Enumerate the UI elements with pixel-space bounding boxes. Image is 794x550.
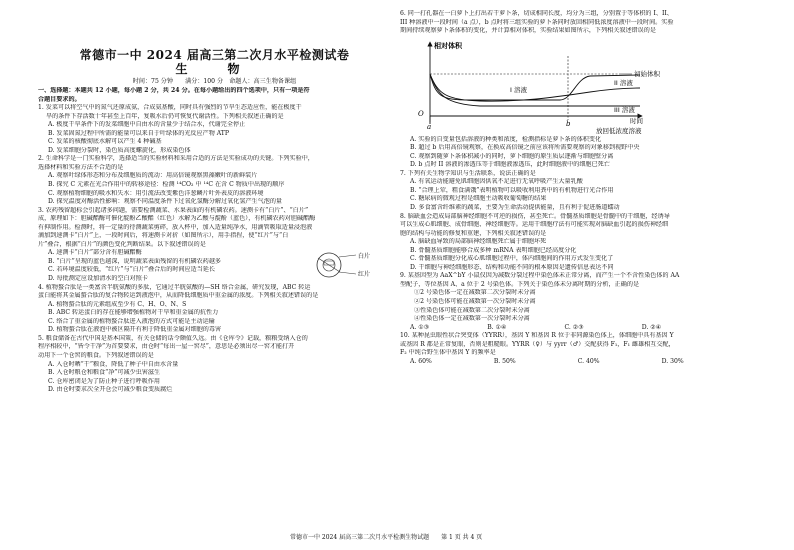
page-footer: 常德市一中 2024 届高三第二次月水平检测生物试题 第 1 页 共 4 页: [290, 534, 483, 541]
question-1: [38, 104, 391, 155]
option-d: D. 多食富含纤维素的蔬菜，主要为生命活动提供能量，且有利于促进肠道蠕动: [410, 204, 620, 212]
option-c: C. 仓库密闭是为了防止种子进行呼吸作用: [48, 377, 160, 385]
statement-item: ③性染色体可能在减数第二次分裂时未分离: [414, 306, 530, 314]
option-b: B. 超过 b 后用高倍镜观察，在换成高倍镜之前应该将所需要观察的对象移到视野中央: [410, 144, 640, 152]
option-b: B. 入仓时粮仓和粮食“净”可减少虫害滋生: [48, 369, 161, 377]
test-card-figure: [306, 248, 386, 280]
option-b: B. “合理上荤，粗食满饿”表明植物可以吸收利用粪中的有机物进行光合作用: [410, 186, 614, 194]
option-d: D. 探究温度对酶活性影响：观察不同温度条件下过氧化氢酶分解过氧化氢产生气泡的量: [48, 198, 283, 206]
question-stem: 期间持续观察萝卜条体积的变化，并计算相对体积，实验结果如图所示，下列相关叙述错误的是: [400, 27, 656, 35]
question-7: [400, 170, 762, 213]
question-stem: 旱的条件下存活数十年甚至上百年，复吸水后仍可恢复代谢活性。下列相关叙述正确的是: [46, 112, 284, 120]
statement-item: ④性染色体一定在减数第一次分裂时未分离: [414, 315, 530, 323]
exam-title: 常德市一中 2024 届高三第二次月水平检测试卷: [79, 48, 350, 62]
left-column: [38, 10, 391, 395]
option-a: A. 速测卡“白片”部分含有胆碱酯酶: [48, 249, 142, 257]
question-stem: F₂ 中纯合野生体中基因 Y 的频率是: [400, 349, 496, 357]
option-b: B. “白片”呈现的蓝色越深，说明蔬菜表面残留的有机磷农药越多: [48, 257, 222, 265]
question-stem: 4. 植物螯合肽是一类富含半胱氨酸的多肽，它通过半胱氨酸的—SH 络合金属，研究发现，ABC 转运: [38, 283, 311, 291]
solution-1-curve: [430, 74, 640, 100]
question-stem: 胞的结构与功能的修复和重建，下列相关叙述错误的是: [400, 229, 547, 237]
question-stem: 8. 脑缺血会造成局部脑神经细胞不可逆的损伤，甚至死亡。骨髓基质细胞是骨髓中的干细胞，经诱导: [400, 212, 670, 220]
question-stem: 9. 某基因型为 AaX^bY 小鼠仅因为减数分裂过程中染色体未正常分离，而产生一个不含性染色体的 AA: [400, 272, 680, 280]
question-stem: 10. 某种昆虫眼性状合突变体（YYRR），基因 Y 和基因 R 位于非同源染色体上，体细胞中具有基因 Y: [400, 332, 674, 340]
y-axis-label: 相对体积: [434, 41, 462, 50]
option-b: B. 发菜固氮过程中所需的能量可以来自于叶绿体的光反应产物 ATP: [48, 129, 229, 137]
exam-info: 时间：75 分钟 满分：100 分 命题人：高三生物备课组: [132, 78, 297, 85]
option-row: [400, 358, 762, 367]
question-stem: 5. 粮食储备在古代中国是基本国策，有关仓储的话令颇值久远。由《仓库令》记载，粮粮受纳入仓的: [38, 334, 308, 342]
question-stem: III 种溶液中一段时间（a 点），b 点时将三组实验的萝卜条同时放回相同低浓度溶液中一段时间。实验: [400, 18, 674, 26]
question-9: [400, 272, 762, 332]
question-stem: 选择材料和实验方法不合适的是: [38, 163, 124, 171]
option-c: C. 若环境温度较低，“红片”与“白片”叠合后的时间应适当延长: [48, 266, 216, 274]
statement-item: ①2 号染色体一定在减数第二次分裂时未分离: [414, 289, 536, 297]
question-stem: 有抑制作用。检测时，将一定量的待测蔬菜剪碎，放入杯中，加入适量纯净水，用滴管吸取适量浸泡液: [38, 223, 313, 231]
red-piece-label: 红片: [358, 270, 371, 278]
x-axis-label: 时间: [630, 116, 643, 125]
option-c: C. 发菜的核酸彻底水解可以产生 4 种碱基: [48, 138, 162, 146]
question-stem: 2. 生命科学是一门实验科学，选择适当的实验材料和采用合适的方法是实验成功的关键。下列实验中，: [38, 155, 314, 163]
option-b: B. 骨髓基质细胞能够合成多种 mRNA 表明细胞已经高度分化: [410, 246, 577, 254]
question-stem: 动用下一个仓窖的粮食。下列叙述错误的是: [38, 351, 154, 359]
option-c: C. 40%: [577, 357, 600, 365]
question-stem: 3. 农药残留超标会引起诸多问题，需要检测蔬菜、水果表面的有机磷农药。速测卡有“白片”、“白片”: [38, 206, 309, 214]
option-a: A. 脑缺血导致的局部脑神经细胞死亡属于细胞坏死: [410, 238, 547, 246]
option-c: C. 糖尿病的微观过程是细胞主动吸收葡萄糖的结果: [410, 195, 547, 203]
option-b: B. ①④: [487, 323, 507, 331]
initial-volume-label: 初始体积: [634, 69, 660, 78]
option-b: B. 探究 C 元素在光合作用中的转移途径：检测 ¹⁴CO₂ 中 ¹⁴C 在含 C 物质中出现的顺序: [48, 181, 285, 189]
question-8: [400, 213, 762, 273]
option-d: D. 30%: [661, 357, 684, 365]
option-d: D. b 点时 II 溶液的渗透压等于细胞液渗透压，此时细胞液中的细胞已死亡: [410, 161, 610, 169]
exam-subject: 生 物: [175, 62, 254, 76]
option-a: A. 实验的自变量包括溶液的种类和浓度，检测指标是萝卜条的体积变化: [410, 135, 602, 143]
question-stem: 滴加到速测卡“白片”上，一段时间后，将速测卡对折（如图所示），用手指捏，使“红片”与“白: [38, 232, 289, 240]
option-c: C. 骨髓基质细胞分化成心肌细胞过程中，体内细胞间的作用方式发生变化了: [410, 255, 614, 263]
question-stem: 可以生成心肌细胞、成骨细胞、神经细胞等。运用干细胞疗法有可能实现对脑缺血引起的损伤神经细: [400, 221, 669, 229]
question-stem: 蛋白能将其金属螯合肽的复合物转运到液泡中，从而降低细胞质中重金属的浓度。下列相关叙述错误的是: [38, 292, 319, 300]
option-a: A. 植物螯合肽的元素组成至少有 C、H、O、N、S: [48, 300, 187, 308]
option-c: C. 络合了重金属的植物螯合肽进入液泡的方式可能是主动运输: [48, 317, 215, 325]
solution-1-label: I 溶液: [510, 85, 527, 94]
option-d: D. ②④: [641, 323, 662, 331]
option-c: C. 观察到随萝卜条体积减小的同时，萝卜细胞的原生质层逐渐与细胞壁分离: [410, 152, 614, 160]
option-c: C. 观察植物细胞的吸水和失水：用引流法改变紫色洋葱鳞片叶外表皮的溶液环境: [48, 189, 264, 197]
origin-label: O: [418, 109, 424, 118]
question-2: [38, 155, 391, 206]
option-a: A. 60%: [410, 357, 432, 365]
option-a: A. ①③: [410, 323, 430, 331]
option-a: A. 有氧运动能避免肌细胞因供氧不足进行无氧呼吸产生大量乳酸: [410, 178, 583, 186]
option-a: A. 观察叶绿体形态和分布及细胞质的流动：用高倍镜观察黑藻嫩叶的新鲜装片: [48, 172, 258, 180]
solution-2-label: II 溶液: [614, 78, 633, 87]
option-d: D. 由仓时要求次全开仓会可减少粮食变质腐烂: [48, 386, 173, 394]
question-stem: 7. 下列有关生物学知识与生活联系，说法正确的是: [400, 169, 536, 177]
question-stem: 成，原理如下：胆碱酯酶可催化靛酚乙酸酯（红色）水解为乙酸与靛酚（蓝色），有机磷农药对胆碱酯酶: [38, 215, 316, 223]
question-3: [38, 207, 391, 284]
option-d: D. 发菜细胞分裂时，染色质高度螺旋化，形成染色体: [48, 146, 191, 154]
return-note-label: 放回低浓度溶液: [596, 126, 642, 135]
question-5: [38, 335, 391, 395]
option-d: D. 每批测定应设加清水的空白对照卡: [48, 275, 148, 283]
question-stem: 片”叠合，根据“白片”的颜色变化判断结果。以下叙述错误的是: [38, 240, 206, 248]
question-6: [400, 10, 762, 170]
section-heading: 一、选择题：本题共 12 小题，每小题 2 分，共 24 分。在每小题给出的四个选项中，只有一项是符: [38, 87, 310, 94]
question-stem: 或基因 R 都是正常复眼，否则是粗糙眼。YYRR（♀）与 yyrr（♂）交配获得 F₁，F₁ 雌雄相互交配，: [400, 340, 675, 348]
question-stem: 1. 发菜可以将空气中的氮气还原成氨，合成氨基酸，同时具有强烈的节旱生态适应性，能在极度干: [38, 104, 302, 112]
option-b: B. ABC 转运蛋白的存在能够增强植物对干旱和重金属的抗性力: [48, 309, 219, 317]
white-piece-label: 白片: [358, 252, 371, 260]
option-row: [400, 324, 762, 333]
point-b-label: b: [566, 119, 571, 128]
question-stem: 型配子，等位基因 A、a 位于 2 号染色体。下列关于染色体未分离时期的分析，正确的是: [400, 280, 640, 288]
question-4: [38, 284, 391, 335]
section-heading-cont: 合题目要求的。: [38, 95, 81, 103]
solution-2-curve: [430, 74, 640, 101]
question-10: [400, 332, 762, 366]
question-stem: 6. 同一打孔器在一白萝卜上打出若干萝卜条，切成相同长度，均分为三组，分别置于等体积的 I、II、: [400, 10, 673, 17]
option-d: D. 干细胞与神经细胞形态、结构和功能不同的根本原因是遗传信息表达不同: [410, 263, 614, 271]
volume-curve-figure: [400, 36, 762, 136]
option-b: B. 50%: [493, 357, 516, 365]
option-c: C. ②③: [564, 323, 584, 331]
question-stem: 程序相较中，“皆令干净”为首要要求，由仓时“每出一屋一窖尽”，意思是必须出尽一窖才能打开: [38, 343, 295, 351]
point-a-label: a: [427, 122, 432, 131]
right-column: [400, 10, 762, 366]
option-a: A. 入仓时晒“干”粮食，降低了种子中自由水含量: [48, 360, 179, 368]
statement-item: ②2 号染色体可能在减数第一次分裂时未分离: [414, 298, 536, 306]
option-a: A. 极度干旱条件下的发菜细胞中自由水的含量少于结合水，代谢完全停止: [48, 121, 246, 129]
solution-3-label: III 溶液: [614, 105, 635, 114]
option-d: D. 植物螯合肽在液泡中被区隔开有利于降低重金属对细胞的毒害: [48, 326, 222, 334]
